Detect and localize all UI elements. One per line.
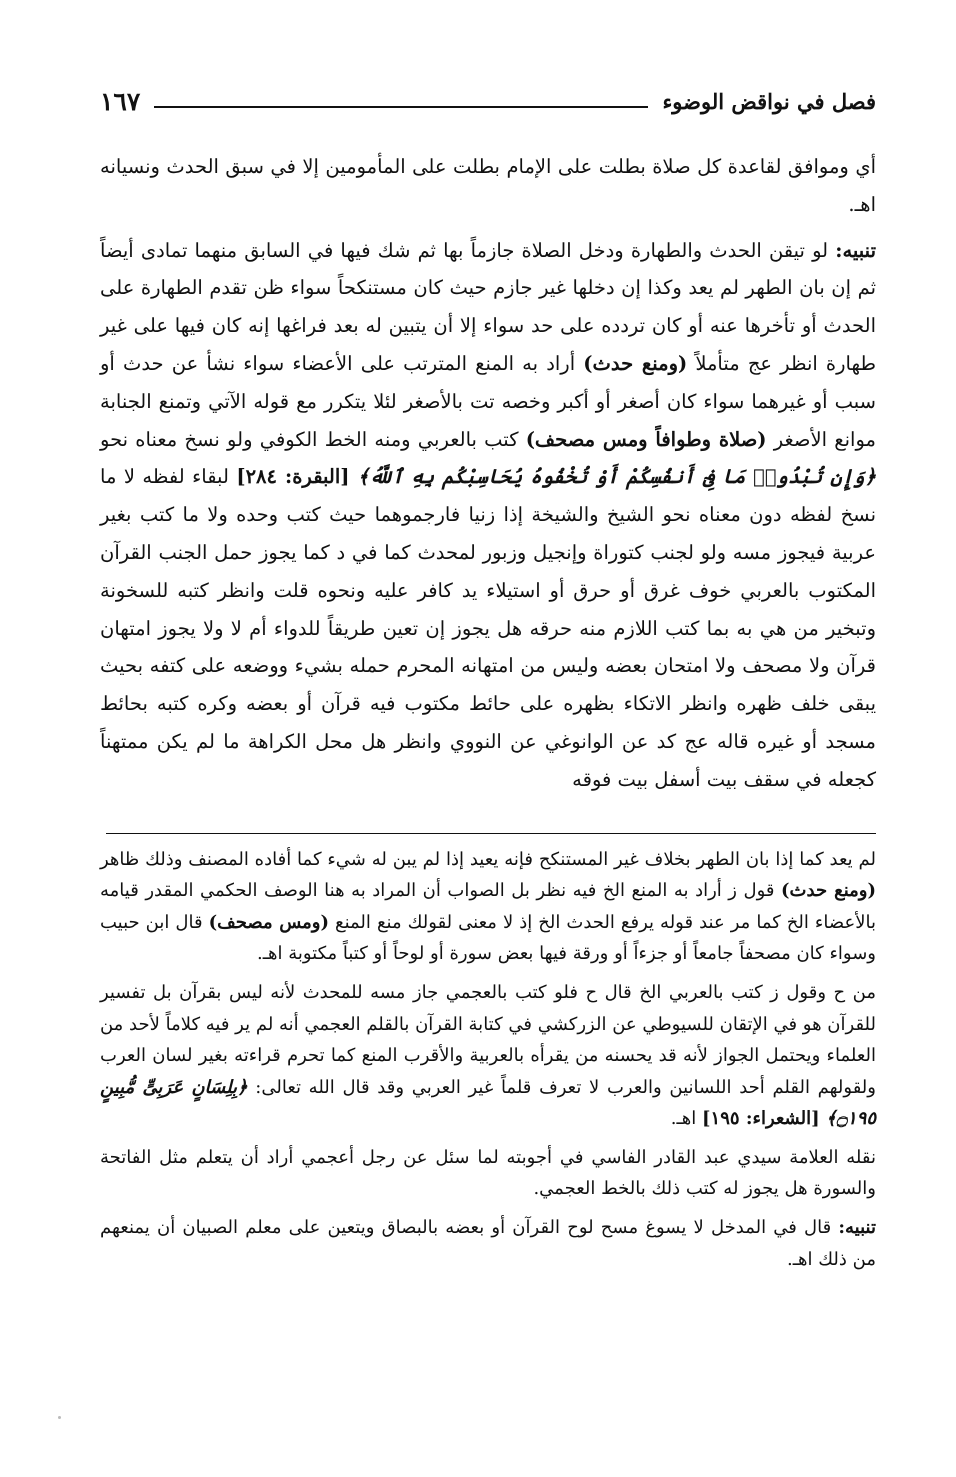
text-run: لو تيقن الحدث والطهارة ودخل الصلاة جازماً بها ثم شك فيها في السابق منهما تمادى أيضاً ثم إن بان الطهر لم يعد وكذا إن دخلها غير جازم حيث كان مستنكحاً سواء ظن تقدم الطهارة على الحدث أو تأخرها عنه أو كان تردده على حد سواء إلا أن يتبين له بعد فراغها إنه كان فيها على غير طهارة انظر عج متأملاً: [100, 238, 876, 375]
verse-reference: [الشعراء: ١٩٥]: [702, 1108, 826, 1130]
header-rule: [154, 106, 648, 108]
scan-speck: [58, 1416, 61, 1419]
footnote-paragraph: [100, 1212, 876, 1275]
book-page: [100, 78, 876, 1275]
main-text: [100, 148, 876, 799]
text-run: أراد به المنع المترتب على الأعضاء سواء نشأ عن حدث أو سبب أو غيرهما سواء كان أصغر أو أكبر وخصه تت بالأصغر لئلا يتكرر مع قوله الآتي وتمنع الجنابة موانع الأصغر: [100, 351, 876, 451]
footnotes: [100, 844, 876, 1276]
main-paragraph: [100, 232, 876, 799]
running-header: [100, 78, 876, 124]
text-run: لم يعد كما إذا بان الطهر بخلاف غير المستنكح فإنه يعيد إذا لم يبن له شيء كما أفاده المصنف وذلك ظاهر: [100, 848, 876, 870]
footnote-separator: [106, 833, 876, 834]
matn-term: (ومس مصحف): [208, 911, 329, 933]
text-run: كتب بالعربي ومنه الخط الكوفي ولو نسخ معناه نحو: [100, 427, 526, 451]
note-label: تنبيه:: [838, 1217, 876, 1239]
text-run: قال ابن حبيب وسواء كان مصحفاً جامعاً أو جزءاً أو ورقة فيها بعض سورة أو لوحاً أو كتباً مكتوبة اهـ.: [100, 911, 876, 965]
verse-reference: [البقرة: ٢٨٤]: [236, 465, 358, 489]
matn-term: (ومنع حدث): [781, 880, 876, 902]
footnote-paragraph: نقله العلامة سيدي عبد القادر الفاسي في أجوبته لما سئل عن رجل أعجمي أراد أن يتعلم مثل الفاتحة والسورة هل يجوز له كتب ذلك بالخط العجمي.: [100, 1146, 876, 1200]
main-paragraph: أي وموافق لقاعدة كل صلاة بطلت على الإمام بطلت على المأمومين إلا في سبق الحدث ونسيانه اهـ.: [100, 155, 876, 216]
page-number: ١٦٧: [100, 86, 141, 116]
quran-verse: ﴿بِلِسَانٍ عَرَبِىٍّ مُّبِينٍ ۝١٩٥﴾: [100, 1076, 876, 1130]
text-run: من ح وقول ز كتب بالعربي الخ قال ح فلو كتب بالعجمي جاز مسه للمحدث لأنه ليس بقرآن بل تفسير للقرآن هو في الإتقان للسيوطي عن الزركشي في كتابة القرآن بالقلم العجمي أنه لم ير فيه كلاماً لأحد من العلماء ويحتمل الجواز لأنه قد يحسنه من يقرأه بالعربية والأقرب المنع كما تحرم قراءته بغير لسان العرب ولقولهم القلم أحد اللسانين والعرب لا تعرف قلماً غير العربي وقد قال الله تعالى:: [99, 981, 876, 1098]
footnote-paragraph: [100, 844, 876, 970]
running-title: فصل في نواقض الوضوء: [662, 88, 876, 114]
text-run: قول ز أراد به المنع الخ فيه نظر بل الصواب أن المراد به هنا الوصف الحكمي المقدر قيامه بالأعضاء الخ كما مر عند قوله يرفع الحدث الخ إذ لا معنى لقولك منع المنع: [100, 880, 876, 933]
matn-term: (ومنع حدث): [583, 351, 688, 375]
matn-term: (صلاة وطوافاً ومس مصحف): [525, 427, 767, 451]
footnote-paragraph: [100, 977, 876, 1135]
text-run: لبقاء لفظه لا ما نسخ لفظه دون معناه نحو الشيخ والشيخة إذا زنيا فارجموهما حيث كتب وحده ولا ما كتب بغير عربية فيجوز مسه ولو لجنب كتوراة وإنجيل وزبور لمحدث كما في د كما يجوز حمل الجنب القرآن المكتوب بالعربي خوف غرق أو حرق أو استيلاء يد كافر عليه ونحوه قلت وانظر كتبه للسخونة وتبخير من هي به بما كتب اللازم منه حرقه هل يجوز إن تعين طريقاً للدواء أم لا ولا يجوز امتهان قرآن ولا مصحف ولا امتحان بعضه وليس من امتهانه المحرم حمله بشيء ووضعه على كتفه بحيث يبقى خلف ظهره وانظر الاتكاء بظهره على حائط مكتوب فيه قرآن أو بعضه وكره كتبه بحائط مسجد أو غيره قاله عج كد عن الوانوغي عن النووي وانظر هل محل الكراهة ما لم يكن ممتهناً كجعله في سقف بيت أسفل بيت فوقه: [100, 465, 876, 791]
quran-verse: ﴿وَإِن تُبْدُوا۟ مَا فِىٓ أَنفُسِكُمْ أَوْ تُخْفُوهُ يُحَاسِبْكُم بِهِ ٱللَّهُ﴾: [357, 465, 876, 489]
text-run: اهـ.: [670, 1108, 703, 1130]
text-run: قال في المدخل لا يسوغ مسح لوح القرآن أو بعضه بالبصاق ويتعين على معلم الصبيان أن يمنعهم من ذلك اهـ.: [100, 1217, 876, 1270]
note-label: تنبيه:: [835, 238, 876, 262]
